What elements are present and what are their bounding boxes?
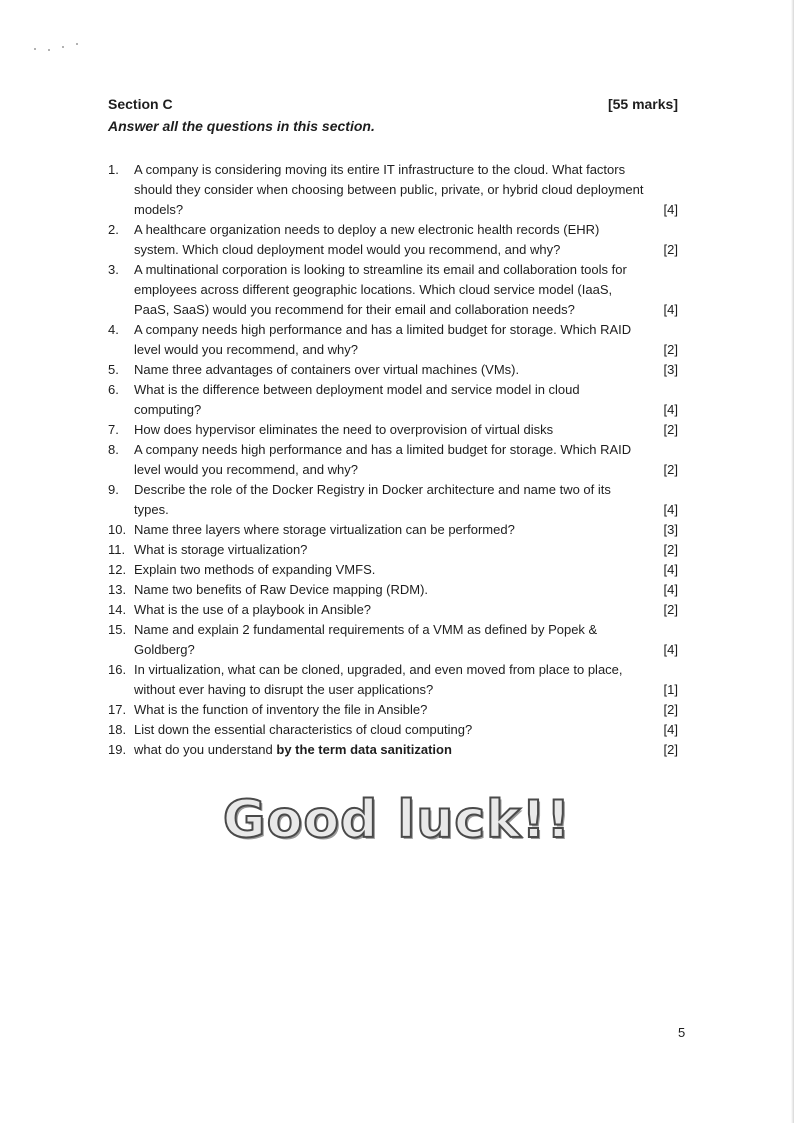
question-text bbox=[134, 602, 371, 617]
good-luck-banner: Good luck!! bbox=[222, 790, 572, 850]
question-number: 10. bbox=[108, 522, 127, 537]
question-marks: [4] bbox=[663, 582, 678, 597]
question-item bbox=[108, 380, 678, 420]
question-number: 15. bbox=[108, 622, 127, 637]
scan-speck bbox=[76, 43, 78, 45]
question-text-content: How does hypervisor eliminates the need to overprovision of virtual disks bbox=[134, 422, 554, 437]
question-item bbox=[108, 520, 678, 540]
question-marks: [4] bbox=[663, 402, 678, 417]
question-marks: [2] bbox=[663, 602, 678, 617]
question-text-content: A healthcare organization needs to deploy a new electronic health records (EHR) system. Which cloud deployment model would you recommend, and why? bbox=[134, 222, 600, 257]
question-item bbox=[108, 160, 678, 220]
question-text bbox=[134, 562, 375, 577]
question-number: 12. bbox=[108, 562, 127, 577]
question-marks: [2] bbox=[663, 742, 678, 757]
question-number: 2. bbox=[108, 222, 119, 237]
question-text-emphasis: by the term data sanitization bbox=[272, 742, 452, 757]
question-text bbox=[134, 722, 472, 737]
question-text-content: What is storage virtualization? bbox=[134, 542, 308, 557]
question-text-content: A company is considering moving its entire IT infrastructure to the cloud. What factors should they consider when choosing between public, private, or hybrid cloud deployment models? bbox=[134, 162, 644, 217]
question-text bbox=[134, 422, 553, 437]
question-item bbox=[108, 720, 678, 740]
scan-speck bbox=[34, 48, 36, 50]
question-text-content: Name three advantages of containers over virtual machines (VMs). bbox=[134, 362, 520, 377]
question-text bbox=[134, 662, 623, 697]
question-text bbox=[134, 262, 627, 317]
question-marks: [3] bbox=[663, 362, 678, 377]
question-number: 14. bbox=[108, 602, 127, 617]
question-marks: [2] bbox=[663, 422, 678, 437]
question-number: 17. bbox=[108, 702, 127, 717]
question-text bbox=[134, 322, 631, 357]
question-item bbox=[108, 560, 678, 580]
question-marks: [3] bbox=[663, 522, 678, 537]
question-item bbox=[108, 700, 678, 720]
question-text-content: Describe the role of the Docker Registry in Docker architecture and name two of its types. bbox=[134, 482, 611, 517]
question-item bbox=[108, 320, 678, 360]
question-text-content: In virtualization, what can be cloned, upgraded, and even moved from place to place, without ever having to disrupt the user applications? bbox=[134, 662, 623, 697]
question-text bbox=[134, 742, 452, 757]
page-number: 5 bbox=[678, 1025, 686, 1040]
question-number: 18. bbox=[108, 722, 127, 737]
question-text bbox=[134, 162, 643, 217]
question-number: 11. bbox=[108, 542, 126, 557]
question-marks: [2] bbox=[663, 342, 678, 357]
question-item bbox=[108, 480, 678, 520]
question-marks: [4] bbox=[663, 502, 678, 517]
question-text-content: Name and explain 2 fundamental requirements of a VMM as defined by Popek & Goldberg? bbox=[134, 622, 598, 657]
question-marks: [4] bbox=[663, 202, 678, 217]
question-marks: [4] bbox=[663, 302, 678, 317]
question-number: 13. bbox=[108, 582, 127, 597]
question-item bbox=[108, 420, 678, 440]
question-marks: [2] bbox=[663, 242, 678, 257]
question-number: 7. bbox=[108, 422, 119, 437]
question-list bbox=[108, 160, 678, 760]
question-item bbox=[108, 620, 678, 660]
question-item bbox=[108, 740, 678, 760]
question-text bbox=[134, 542, 307, 557]
question-number: 19. bbox=[108, 742, 127, 757]
question-marks: [2] bbox=[663, 462, 678, 477]
question-text-content: List down the essential characteristics of cloud computing? bbox=[134, 722, 473, 737]
question-number: 6. bbox=[108, 382, 119, 397]
question-item bbox=[108, 540, 678, 560]
question-text-content: what do you understand bbox=[134, 742, 273, 757]
question-marks: [4] bbox=[663, 722, 678, 737]
section-marks: [55 marks] bbox=[607, 96, 678, 112]
question-marks: [1] bbox=[663, 682, 678, 697]
question-number: 5. bbox=[108, 362, 119, 377]
section-header bbox=[108, 96, 678, 118]
question-text-content: A company needs high performance and has a limited budget for storage. Which RAID level would you recommend, and why? bbox=[134, 442, 632, 477]
question-text bbox=[134, 622, 597, 657]
question-number: 8. bbox=[108, 442, 119, 457]
question-text-content: A multinational corporation is looking to streamline its email and collaboration tools for employees across different geographic locations. Which cloud service model (IaaS, PaaS, SaaS) would you recommend for their email and collaboration needs? bbox=[134, 262, 627, 317]
question-item bbox=[108, 260, 678, 320]
question-text bbox=[134, 522, 515, 537]
question-number: 4. bbox=[108, 322, 119, 337]
question-item bbox=[108, 220, 678, 260]
question-marks: [2] bbox=[663, 542, 678, 557]
scan-speck bbox=[48, 49, 50, 51]
question-text-content: A company needs high performance and has a limited budget for storage. Which RAID level would you recommend, and why? bbox=[134, 322, 632, 357]
question-item bbox=[108, 660, 678, 700]
question-text-content: Explain two methods of expanding VMFS. bbox=[134, 562, 376, 577]
question-item bbox=[108, 440, 678, 480]
question-item bbox=[108, 360, 678, 380]
question-text-content: What is the use of a playbook in Ansible? bbox=[134, 602, 372, 617]
question-item bbox=[108, 580, 678, 600]
question-number: 16. bbox=[108, 662, 127, 677]
question-marks: [4] bbox=[663, 642, 678, 657]
question-item bbox=[108, 600, 678, 620]
question-number: 3. bbox=[108, 262, 119, 277]
question-marks: [4] bbox=[663, 562, 678, 577]
section-instruction: Answer all the questions in this section. bbox=[108, 118, 375, 134]
question-text bbox=[134, 482, 611, 517]
question-text bbox=[134, 582, 428, 597]
question-text bbox=[134, 382, 580, 417]
question-text bbox=[134, 362, 519, 377]
question-text-content: What is the difference between deployment model and service model in cloud computing? bbox=[134, 382, 580, 417]
question-marks: [2] bbox=[663, 702, 678, 717]
question-number: 1. bbox=[108, 162, 119, 177]
question-text-content: Name three layers where storage virtualization can be performed? bbox=[134, 522, 515, 537]
question-text bbox=[134, 702, 427, 717]
question-text-content: Name two benefits of Raw Device mapping (RDM). bbox=[134, 582, 429, 597]
question-number: 9. bbox=[108, 482, 119, 497]
scan-speck bbox=[62, 46, 64, 48]
question-text bbox=[134, 442, 631, 477]
question-text-content: What is the function of inventory the file in Ansible? bbox=[134, 702, 428, 717]
section-title: Section C bbox=[108, 96, 173, 112]
question-text bbox=[134, 222, 599, 257]
